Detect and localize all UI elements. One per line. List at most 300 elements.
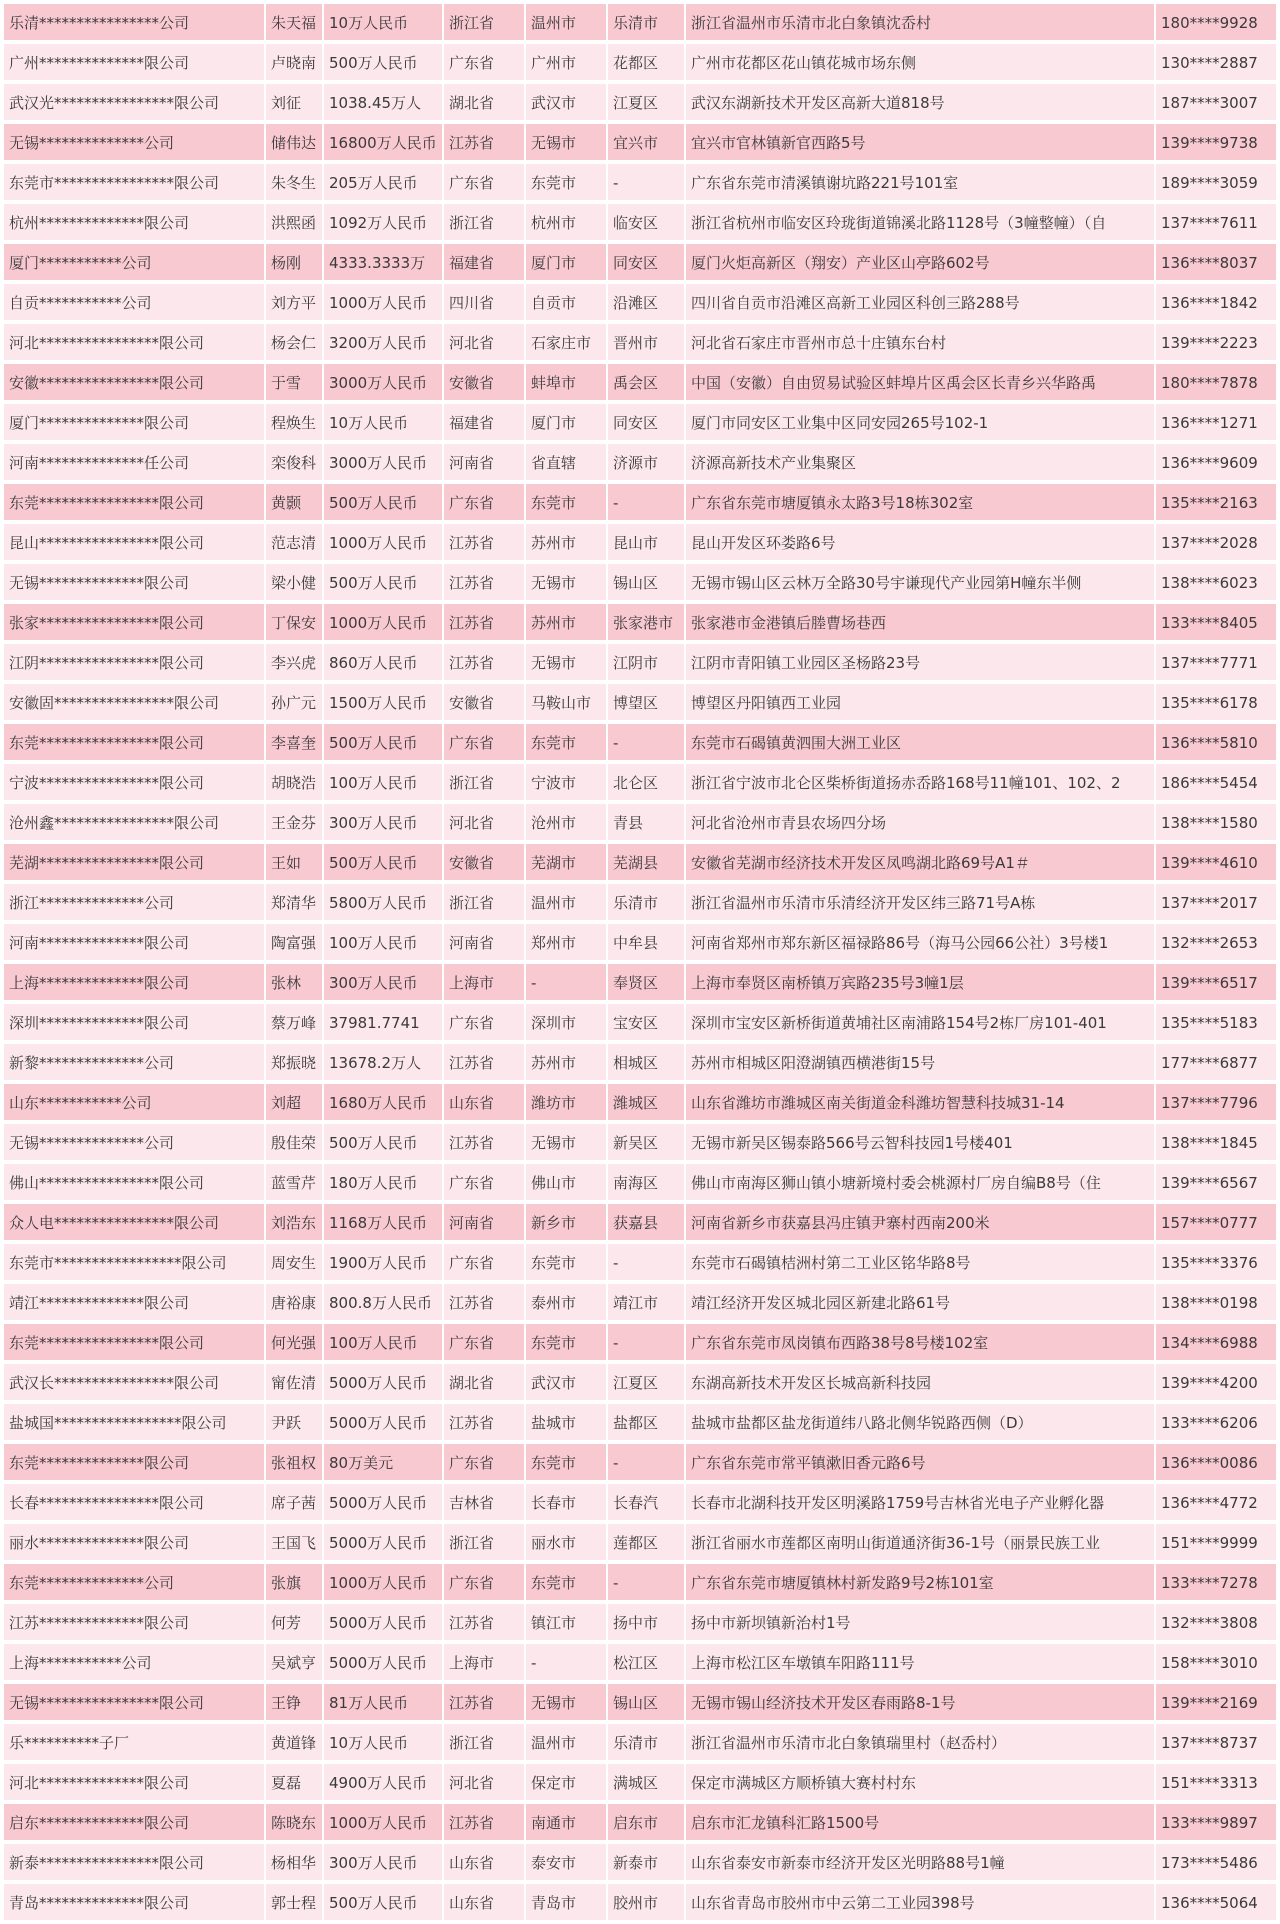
legal-person-cell: 王如 bbox=[266, 844, 324, 882]
table-row bbox=[4, 1004, 1276, 1044]
registered-capital-cell: 5000万人民币 bbox=[324, 1524, 444, 1562]
district-cell: 北仑区 bbox=[608, 764, 686, 802]
table-row bbox=[4, 644, 1276, 684]
legal-person-cell: 周安生 bbox=[266, 1244, 324, 1282]
province-cell: 广东省 bbox=[444, 484, 526, 522]
address-cell: 盐城市盐都区盐龙街道纬八路北侧华锐路西侧（D） bbox=[686, 1404, 1156, 1442]
table-row bbox=[4, 484, 1276, 524]
registered-capital-cell: 5000万人民币 bbox=[324, 1364, 444, 1402]
phone-cell: 134****6988 bbox=[1156, 1324, 1276, 1362]
company-name-cell: 东莞**************公司 bbox=[4, 1564, 266, 1602]
phone-cell: 137****2028 bbox=[1156, 524, 1276, 562]
table-row bbox=[4, 1044, 1276, 1084]
phone-cell: 180****9928 bbox=[1156, 4, 1276, 42]
company-name-cell: 丽水**************限公司 bbox=[4, 1524, 266, 1562]
district-cell: - bbox=[608, 164, 686, 202]
legal-person-cell: 郭士程 bbox=[266, 1884, 324, 1922]
company-name-cell: 青岛**************限公司 bbox=[4, 1884, 266, 1922]
address-cell: 浙江省温州市乐清市乐清经济开发区纬三路71号A栋 bbox=[686, 884, 1156, 922]
registered-capital-cell: 1900万人民币 bbox=[324, 1244, 444, 1282]
legal-person-cell: 王国飞 bbox=[266, 1524, 324, 1562]
company-name-cell: 山东***********公司 bbox=[4, 1084, 266, 1122]
city-cell: 郑州市 bbox=[526, 924, 608, 962]
table-row bbox=[4, 124, 1276, 164]
address-cell: 河南省新乡市获嘉县冯庄镇尹寨村西南200米 bbox=[686, 1204, 1156, 1242]
address-cell: 宜兴市官林镇新官西路5号 bbox=[686, 124, 1156, 162]
address-cell: 广东省东莞市常平镇漱旧香元路6号 bbox=[686, 1444, 1156, 1482]
address-cell: 中国（安徽）自由贸易试验区蚌埠片区禹会区长青乡兴华路禹 bbox=[686, 364, 1156, 402]
company-name-cell: 武汉光****************限公司 bbox=[4, 84, 266, 122]
province-cell: 河北省 bbox=[444, 324, 526, 362]
phone-cell: 138****6023 bbox=[1156, 564, 1276, 602]
company-name-cell: 武汉长****************限公司 bbox=[4, 1364, 266, 1402]
city-cell: 佛山市 bbox=[526, 1164, 608, 1202]
address-cell: 无锡市锡山经济技术开发区春雨路8-1号 bbox=[686, 1684, 1156, 1722]
district-cell: 盐都区 bbox=[608, 1404, 686, 1442]
table-row bbox=[4, 84, 1276, 124]
district-cell: 锡山区 bbox=[608, 564, 686, 602]
district-cell: 同安区 bbox=[608, 244, 686, 282]
table-row bbox=[4, 1124, 1276, 1164]
address-cell: 启东市汇龙镇科汇路1500号 bbox=[686, 1804, 1156, 1842]
district-cell: - bbox=[608, 484, 686, 522]
address-cell: 昆山开发区环娄路6号 bbox=[686, 524, 1156, 562]
address-cell: 浙江省温州市乐清市北白象镇沈岙村 bbox=[686, 4, 1156, 42]
address-cell: 保定市满城区方顺桥镇大赛村村东 bbox=[686, 1764, 1156, 1802]
phone-cell: 138****1580 bbox=[1156, 804, 1276, 842]
legal-person-cell: 程焕生 bbox=[266, 404, 324, 442]
city-cell: 南通市 bbox=[526, 1804, 608, 1842]
company-name-cell: 启东**************限公司 bbox=[4, 1804, 266, 1842]
city-cell: 蚌埠市 bbox=[526, 364, 608, 402]
province-cell: 江苏省 bbox=[444, 1124, 526, 1162]
legal-person-cell: 吴斌亨 bbox=[266, 1644, 324, 1682]
city-cell: 马鞍山市 bbox=[526, 684, 608, 722]
registered-capital-cell: 37981.7741 bbox=[324, 1004, 444, 1042]
company-name-cell: 深圳**************限公司 bbox=[4, 1004, 266, 1042]
legal-person-cell: 栾俊科 bbox=[266, 444, 324, 482]
company-name-cell: 安徽固****************限公司 bbox=[4, 684, 266, 722]
phone-cell: 139****4200 bbox=[1156, 1364, 1276, 1402]
registered-capital-cell: 300万人民币 bbox=[324, 804, 444, 842]
city-cell: 无锡市 bbox=[526, 1124, 608, 1162]
legal-person-cell: 刘方平 bbox=[266, 284, 324, 322]
company-name-cell: 东莞**************限公司 bbox=[4, 1444, 266, 1482]
city-cell: 武汉市 bbox=[526, 84, 608, 122]
legal-person-cell: 刘超 bbox=[266, 1084, 324, 1122]
address-cell: 安徽省芜湖市经济技术开发区凤鸣湖北路69号A1＃ bbox=[686, 844, 1156, 882]
registered-capital-cell: 5000万人民币 bbox=[324, 1484, 444, 1522]
city-cell: 东莞市 bbox=[526, 724, 608, 762]
district-cell: 同安区 bbox=[608, 404, 686, 442]
address-cell: 山东省泰安市新泰市经济开发区光明路88号1幢 bbox=[686, 1844, 1156, 1882]
city-cell: 省直辖 bbox=[526, 444, 608, 482]
company-name-cell: 宁波****************限公司 bbox=[4, 764, 266, 802]
district-cell: 松江区 bbox=[608, 1644, 686, 1682]
province-cell: 河南省 bbox=[444, 444, 526, 482]
address-cell: 浙江省丽水市莲都区南明山街道通济街36-1号（丽景民族工业 bbox=[686, 1524, 1156, 1562]
legal-person-cell: 李喜奎 bbox=[266, 724, 324, 762]
district-cell: 江夏区 bbox=[608, 84, 686, 122]
table-row bbox=[4, 364, 1276, 404]
registered-capital-cell: 500万人民币 bbox=[324, 1884, 444, 1922]
address-cell: 山东省青岛市胶州市中云第二工业园398号 bbox=[686, 1884, 1156, 1922]
company-name-cell: 河北**************限公司 bbox=[4, 1764, 266, 1802]
province-cell: 广东省 bbox=[444, 1244, 526, 1282]
registered-capital-cell: 5800万人民币 bbox=[324, 884, 444, 922]
district-cell: - bbox=[608, 1444, 686, 1482]
company-name-cell: 乐**********子厂 bbox=[4, 1724, 266, 1762]
province-cell: 河北省 bbox=[444, 1764, 526, 1802]
registered-capital-cell: 1168万人民币 bbox=[324, 1204, 444, 1242]
phone-cell: 132****3808 bbox=[1156, 1604, 1276, 1642]
address-cell: 无锡市锡山区云林万全路30号宇谦现代产业园第H幢东半侧 bbox=[686, 564, 1156, 602]
district-cell: 胶州市 bbox=[608, 1884, 686, 1922]
table-row bbox=[4, 1364, 1276, 1404]
phone-cell: 136****0086 bbox=[1156, 1444, 1276, 1482]
legal-person-cell: 蔡万峰 bbox=[266, 1004, 324, 1042]
company-name-cell: 江苏**************限公司 bbox=[4, 1604, 266, 1642]
table-row bbox=[4, 1764, 1276, 1804]
province-cell: 山东省 bbox=[444, 1844, 526, 1882]
phone-cell: 158****3010 bbox=[1156, 1644, 1276, 1682]
legal-person-cell: 唐裕康 bbox=[266, 1284, 324, 1322]
company-name-cell: 佛山****************限公司 bbox=[4, 1164, 266, 1202]
table-row bbox=[4, 924, 1276, 964]
legal-person-cell: 丁保安 bbox=[266, 604, 324, 642]
registered-capital-cell: 10万人民币 bbox=[324, 4, 444, 42]
district-cell: 新吴区 bbox=[608, 1124, 686, 1162]
province-cell: 福建省 bbox=[444, 244, 526, 282]
province-cell: 山东省 bbox=[444, 1084, 526, 1122]
registered-capital-cell: 80万美元 bbox=[324, 1444, 444, 1482]
registered-capital-cell: 3000万人民币 bbox=[324, 364, 444, 402]
legal-person-cell: 朱冬生 bbox=[266, 164, 324, 202]
address-cell: 浙江省宁波市北仑区柴桥街道扬赤岙路168号11幢101、102、2 bbox=[686, 764, 1156, 802]
table-row bbox=[4, 1284, 1276, 1324]
registered-capital-cell: 5000万人民币 bbox=[324, 1644, 444, 1682]
registered-capital-cell: 10万人民币 bbox=[324, 1724, 444, 1762]
legal-person-cell: 夏磊 bbox=[266, 1764, 324, 1802]
phone-cell: 135****5183 bbox=[1156, 1004, 1276, 1042]
city-cell: 丽水市 bbox=[526, 1524, 608, 1562]
legal-person-cell: 黄道锋 bbox=[266, 1724, 324, 1762]
district-cell: 中牟县 bbox=[608, 924, 686, 962]
phone-cell: 137****2017 bbox=[1156, 884, 1276, 922]
district-cell: 沿滩区 bbox=[608, 284, 686, 322]
table-row bbox=[4, 284, 1276, 324]
phone-cell: 138****0198 bbox=[1156, 1284, 1276, 1322]
city-cell: 镇江市 bbox=[526, 1604, 608, 1642]
city-cell: 东莞市 bbox=[526, 1444, 608, 1482]
table-row bbox=[4, 764, 1276, 804]
district-cell: 临安区 bbox=[608, 204, 686, 242]
province-cell: 浙江省 bbox=[444, 884, 526, 922]
legal-person-cell: 于雪 bbox=[266, 364, 324, 402]
legal-person-cell: 陈晓东 bbox=[266, 1804, 324, 1842]
province-cell: 浙江省 bbox=[444, 764, 526, 802]
legal-person-cell: 甯佐清 bbox=[266, 1364, 324, 1402]
registered-capital-cell: 1000万人民币 bbox=[324, 604, 444, 642]
company-name-cell: 张家****************限公司 bbox=[4, 604, 266, 642]
company-name-cell: 河南**************限公司 bbox=[4, 924, 266, 962]
district-cell: - bbox=[608, 1564, 686, 1602]
province-cell: 江苏省 bbox=[444, 1684, 526, 1722]
city-cell: 无锡市 bbox=[526, 644, 608, 682]
phone-cell: 136****1842 bbox=[1156, 284, 1276, 322]
province-cell: 浙江省 bbox=[444, 204, 526, 242]
company-name-cell: 东莞市****************限公司 bbox=[4, 164, 266, 202]
phone-cell: 136****4772 bbox=[1156, 1484, 1276, 1522]
phone-cell: 137****8737 bbox=[1156, 1724, 1276, 1762]
phone-cell: 136****1271 bbox=[1156, 404, 1276, 442]
phone-cell: 189****3059 bbox=[1156, 164, 1276, 202]
district-cell: 晋州市 bbox=[608, 324, 686, 362]
province-cell: 河南省 bbox=[444, 1204, 526, 1242]
registered-capital-cell: 3000万人民币 bbox=[324, 444, 444, 482]
city-cell: 泰州市 bbox=[526, 1284, 608, 1322]
legal-person-cell: 刘征 bbox=[266, 84, 324, 122]
city-cell: 苏州市 bbox=[526, 604, 608, 642]
table-row bbox=[4, 1804, 1276, 1844]
legal-person-cell: 孙广元 bbox=[266, 684, 324, 722]
registered-capital-cell: 180万人民币 bbox=[324, 1164, 444, 1202]
city-cell: 东莞市 bbox=[526, 1244, 608, 1282]
city-cell: 东莞市 bbox=[526, 484, 608, 522]
phone-cell: 135****3376 bbox=[1156, 1244, 1276, 1282]
legal-person-cell: 卢晓南 bbox=[266, 44, 324, 82]
district-cell: 南海区 bbox=[608, 1164, 686, 1202]
legal-person-cell: 杨会仁 bbox=[266, 324, 324, 362]
phone-cell: 139****9738 bbox=[1156, 124, 1276, 162]
registered-capital-cell: 300万人民币 bbox=[324, 964, 444, 1002]
phone-cell: 138****1845 bbox=[1156, 1124, 1276, 1162]
province-cell: 江苏省 bbox=[444, 124, 526, 162]
company-name-cell: 杭州**************限公司 bbox=[4, 204, 266, 242]
legal-person-cell: 梁小健 bbox=[266, 564, 324, 602]
address-cell: 武汉东湖新技术开发区高新大道818号 bbox=[686, 84, 1156, 122]
company-name-cell: 昆山****************限公司 bbox=[4, 524, 266, 562]
province-cell: 广东省 bbox=[444, 44, 526, 82]
province-cell: 江苏省 bbox=[444, 564, 526, 602]
phone-cell: 187****3007 bbox=[1156, 84, 1276, 122]
address-cell: 无锡市新吴区锡泰路566号云智科技园1号楼401 bbox=[686, 1124, 1156, 1162]
table-row bbox=[4, 1244, 1276, 1284]
province-cell: 广东省 bbox=[444, 1004, 526, 1042]
address-cell: 河南省郑州市郑东新区福禄路86号（海马公园66公社）3号楼1 bbox=[686, 924, 1156, 962]
address-cell: 深圳市宝安区新桥街道黄埔社区南浦路154号2栋厂房101-401 bbox=[686, 1004, 1156, 1042]
address-cell: 厦门市同安区工业集中区同安园265号102-1 bbox=[686, 404, 1156, 442]
district-cell: 宜兴市 bbox=[608, 124, 686, 162]
province-cell: 安徽省 bbox=[444, 684, 526, 722]
table-row bbox=[4, 844, 1276, 884]
registered-capital-cell: 1680万人民币 bbox=[324, 1084, 444, 1122]
registered-capital-cell: 500万人民币 bbox=[324, 724, 444, 762]
address-cell: 江阴市青阳镇工业园区圣杨路23号 bbox=[686, 644, 1156, 682]
company-name-cell: 无锡**************限公司 bbox=[4, 564, 266, 602]
phone-cell: 132****2653 bbox=[1156, 924, 1276, 962]
city-cell: 广州市 bbox=[526, 44, 608, 82]
city-cell: 温州市 bbox=[526, 1724, 608, 1762]
table-row bbox=[4, 1844, 1276, 1884]
city-cell: 苏州市 bbox=[526, 1044, 608, 1082]
city-cell: 盐城市 bbox=[526, 1404, 608, 1442]
registered-capital-cell: 3200万人民币 bbox=[324, 324, 444, 362]
city-cell: - bbox=[526, 1644, 608, 1682]
company-name-cell: 河北****************限公司 bbox=[4, 324, 266, 362]
phone-cell: 177****6877 bbox=[1156, 1044, 1276, 1082]
city-cell: 温州市 bbox=[526, 884, 608, 922]
legal-person-cell: 张旗 bbox=[266, 1564, 324, 1602]
city-cell: 武汉市 bbox=[526, 1364, 608, 1402]
district-cell: 济源市 bbox=[608, 444, 686, 482]
province-cell: 江苏省 bbox=[444, 1804, 526, 1842]
province-cell: 广东省 bbox=[444, 164, 526, 202]
table-row bbox=[4, 244, 1276, 284]
district-cell: 莲都区 bbox=[608, 1524, 686, 1562]
table-row bbox=[4, 524, 1276, 564]
district-cell: - bbox=[608, 1324, 686, 1362]
district-cell: - bbox=[608, 1244, 686, 1282]
phone-cell: 136****5810 bbox=[1156, 724, 1276, 762]
registered-capital-cell: 10万人民币 bbox=[324, 404, 444, 442]
address-cell: 浙江省杭州市临安区玲珑街道锦溪北路1128号（3幢整幢）（自 bbox=[686, 204, 1156, 242]
legal-person-cell: 刘浩东 bbox=[266, 1204, 324, 1242]
address-cell: 广东省东莞市凤岗镇布西路38号8号楼102室 bbox=[686, 1324, 1156, 1362]
registered-capital-cell: 500万人民币 bbox=[324, 1124, 444, 1162]
district-cell: 启东市 bbox=[608, 1804, 686, 1842]
legal-person-cell: 王金芬 bbox=[266, 804, 324, 842]
address-cell: 山东省潍坊市潍城区南关街道金科潍坊智慧科技城31-14 bbox=[686, 1084, 1156, 1122]
company-name-cell: 上海**************限公司 bbox=[4, 964, 266, 1002]
legal-person-cell: 陶富强 bbox=[266, 924, 324, 962]
address-cell: 上海市松江区车墩镇车阳路111号 bbox=[686, 1644, 1156, 1682]
district-cell: 芜湖县 bbox=[608, 844, 686, 882]
company-name-cell: 广州**************限公司 bbox=[4, 44, 266, 82]
registered-capital-cell: 81万人民币 bbox=[324, 1684, 444, 1722]
province-cell: 广东省 bbox=[444, 1164, 526, 1202]
district-cell: 满城区 bbox=[608, 1764, 686, 1802]
table-row bbox=[4, 1484, 1276, 1524]
company-name-cell: 浙江**************公司 bbox=[4, 884, 266, 922]
company-name-cell: 厦门***********公司 bbox=[4, 244, 266, 282]
city-cell: 深圳市 bbox=[526, 1004, 608, 1042]
phone-cell: 186****5454 bbox=[1156, 764, 1276, 802]
city-cell: 泰安市 bbox=[526, 1844, 608, 1882]
province-cell: 福建省 bbox=[444, 404, 526, 442]
province-cell: 广东省 bbox=[444, 1444, 526, 1482]
registered-capital-cell: 500万人民币 bbox=[324, 564, 444, 602]
company-name-cell: 东莞****************限公司 bbox=[4, 724, 266, 762]
phone-cell: 130****2887 bbox=[1156, 44, 1276, 82]
table-row bbox=[4, 404, 1276, 444]
district-cell: 禹会区 bbox=[608, 364, 686, 402]
legal-person-cell: 郑清华 bbox=[266, 884, 324, 922]
province-cell: 广东省 bbox=[444, 1564, 526, 1602]
province-cell: 上海市 bbox=[444, 1644, 526, 1682]
table-row bbox=[4, 164, 1276, 204]
registered-capital-cell: 13678.2万人 bbox=[324, 1044, 444, 1082]
company-name-cell: 东莞市*****************限公司 bbox=[4, 1244, 266, 1282]
legal-person-cell: 杨相华 bbox=[266, 1844, 324, 1882]
legal-person-cell: 张林 bbox=[266, 964, 324, 1002]
address-cell: 济源高新技术产业集聚区 bbox=[686, 444, 1156, 482]
table-row bbox=[4, 1564, 1276, 1604]
province-cell: 吉林省 bbox=[444, 1484, 526, 1522]
legal-person-cell: 洪熙函 bbox=[266, 204, 324, 242]
province-cell: 河南省 bbox=[444, 924, 526, 962]
registered-capital-cell: 16800万人民币 bbox=[324, 124, 444, 162]
legal-person-cell: 储伟达 bbox=[266, 124, 324, 162]
province-cell: 浙江省 bbox=[444, 1524, 526, 1562]
registered-capital-cell: 500万人民币 bbox=[324, 484, 444, 522]
district-cell: 乐清市 bbox=[608, 1724, 686, 1762]
city-cell: 芜湖市 bbox=[526, 844, 608, 882]
province-cell: 上海市 bbox=[444, 964, 526, 1002]
legal-person-cell: 尹跃 bbox=[266, 1404, 324, 1442]
company-name-cell: 东莞****************限公司 bbox=[4, 1324, 266, 1362]
city-cell: - bbox=[526, 964, 608, 1002]
legal-person-cell: 朱天福 bbox=[266, 4, 324, 42]
table-row bbox=[4, 204, 1276, 244]
phone-cell: 137****7771 bbox=[1156, 644, 1276, 682]
address-cell: 厦门火炬高新区（翔安）产业区山亭路602号 bbox=[686, 244, 1156, 282]
registered-capital-cell: 1092万人民币 bbox=[324, 204, 444, 242]
district-cell: 青县 bbox=[608, 804, 686, 842]
province-cell: 广东省 bbox=[444, 1324, 526, 1362]
city-cell: 东莞市 bbox=[526, 164, 608, 202]
district-cell: 相城区 bbox=[608, 1044, 686, 1082]
company-name-cell: 长春****************限公司 bbox=[4, 1484, 266, 1522]
table-row bbox=[4, 684, 1276, 724]
phone-cell: 135****2163 bbox=[1156, 484, 1276, 522]
address-cell: 苏州市相城区阳澄湖镇西横港街15号 bbox=[686, 1044, 1156, 1082]
district-cell: 扬中市 bbox=[608, 1604, 686, 1642]
address-cell: 上海市奉贤区南桥镇万宾路235号3幢1层 bbox=[686, 964, 1156, 1002]
registered-capital-cell: 4333.3333万 bbox=[324, 244, 444, 282]
province-cell: 江苏省 bbox=[444, 1284, 526, 1322]
district-cell: 获嘉县 bbox=[608, 1204, 686, 1242]
legal-person-cell: 张祖权 bbox=[266, 1444, 324, 1482]
company-name-cell: 江阴****************限公司 bbox=[4, 644, 266, 682]
phone-cell: 139****2169 bbox=[1156, 1684, 1276, 1722]
province-cell: 江苏省 bbox=[444, 1404, 526, 1442]
company-table bbox=[4, 4, 1276, 1924]
table-row bbox=[4, 1644, 1276, 1684]
table-row bbox=[4, 1884, 1276, 1924]
address-cell: 广东省东莞市塘厦镇林村新发路9号2栋101室 bbox=[686, 1564, 1156, 1602]
phone-cell: 151****9999 bbox=[1156, 1524, 1276, 1562]
phone-cell: 180****7878 bbox=[1156, 364, 1276, 402]
legal-person-cell: 黄颢 bbox=[266, 484, 324, 522]
city-cell: 温州市 bbox=[526, 4, 608, 42]
district-cell: 江夏区 bbox=[608, 1364, 686, 1402]
province-cell: 江苏省 bbox=[444, 1044, 526, 1082]
district-cell: 新泰市 bbox=[608, 1844, 686, 1882]
table-row bbox=[4, 1204, 1276, 1244]
province-cell: 湖北省 bbox=[444, 84, 526, 122]
phone-cell: 157****0777 bbox=[1156, 1204, 1276, 1242]
city-cell: 东莞市 bbox=[526, 1324, 608, 1362]
city-cell: 潍坊市 bbox=[526, 1084, 608, 1122]
district-cell: 博望区 bbox=[608, 684, 686, 722]
city-cell: 沧州市 bbox=[526, 804, 608, 842]
district-cell: 潍城区 bbox=[608, 1084, 686, 1122]
address-cell: 博望区丹阳镇西工业园 bbox=[686, 684, 1156, 722]
registered-capital-cell: 500万人民币 bbox=[324, 44, 444, 82]
address-cell: 河北省石家庄市晋州市总十庄镇东台村 bbox=[686, 324, 1156, 362]
table-row bbox=[4, 1684, 1276, 1724]
